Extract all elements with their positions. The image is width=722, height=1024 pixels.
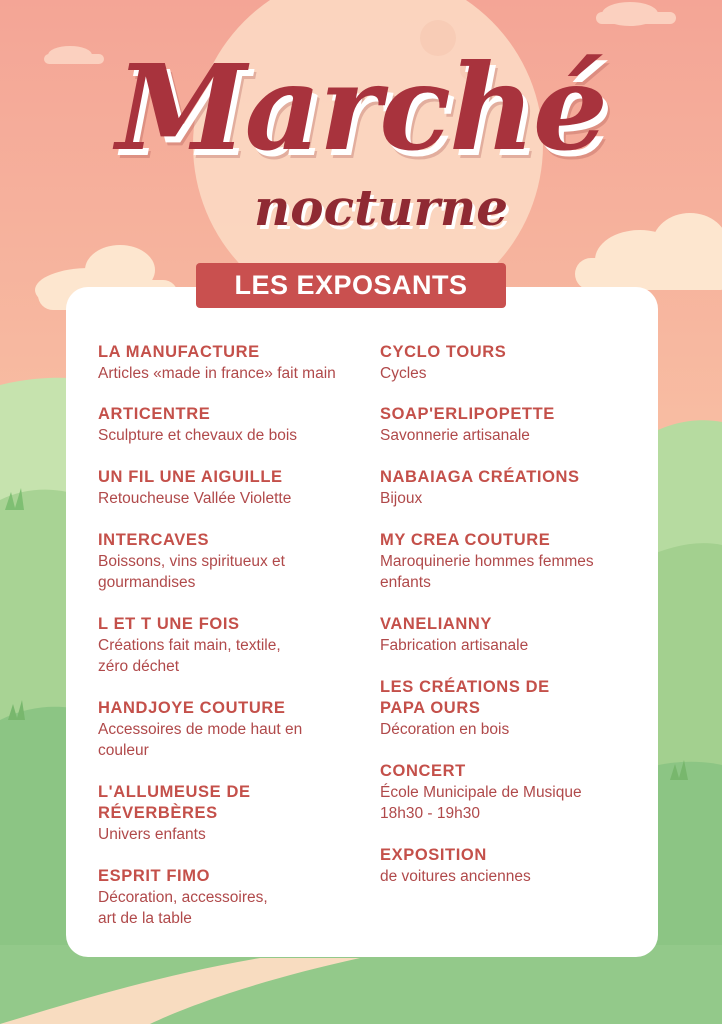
exhibitor-desc: Créations fait main, textile, xyxy=(98,637,281,654)
exhibitor-desc: enfants xyxy=(380,574,431,591)
exhibitor-column-right xyxy=(380,342,660,887)
exhibitor-name: CONCERT xyxy=(380,762,466,780)
exhibitor-desc: zéro déchet xyxy=(98,658,179,675)
page-subtitle: nocturne xyxy=(253,178,509,237)
exhibitor-name: ESPRIT FIMO xyxy=(98,867,211,885)
exhibitor-entry xyxy=(380,404,660,446)
exhibitor-column-left xyxy=(98,342,378,929)
exhibitor-name: LES CRÉATIONS DE PAPA OURS xyxy=(380,678,550,717)
exhibitor-desc: Cycles xyxy=(380,365,427,382)
exhibitor-name: LA MANUFACTURE xyxy=(98,343,260,361)
exhibitor-entry xyxy=(98,404,378,446)
exhibitor-desc: Bijoux xyxy=(380,490,423,507)
exhibitor-entry xyxy=(380,614,660,656)
exhibitor-name: NABAIAGA CRÉATIONS xyxy=(380,468,580,486)
exhibitor-name: INTERCAVES xyxy=(98,531,210,549)
exhibitor-desc: Fabrication artisanale xyxy=(380,637,529,654)
exhibitor-name: UN FIL UNE AIGUILLE xyxy=(98,468,283,486)
exhibitor-name: CYCLO TOURS xyxy=(380,343,507,361)
section-banner: LES EXPOSANTS xyxy=(196,263,506,308)
exhibitor-desc: Articles «made in france» fait main xyxy=(98,365,336,382)
title-block xyxy=(0,0,722,260)
exhibitor-entry xyxy=(380,845,660,887)
exhibitor-entry xyxy=(98,782,378,845)
exhibitor-entry xyxy=(98,342,378,384)
exhibitor-desc: de voitures anciennes xyxy=(380,868,531,885)
exhibitor-desc: couleur xyxy=(98,742,149,759)
exhibitor-name: MY CREA COUTURE xyxy=(380,531,551,549)
exhibitor-entry xyxy=(380,530,660,593)
exhibitor-name: L ET T UNE FOIS xyxy=(98,615,240,633)
exhibitor-entry xyxy=(98,467,378,509)
exhibitor-desc: Décoration en bois xyxy=(380,721,510,738)
exhibitor-desc: gourmandises xyxy=(98,574,196,591)
exhibitor-entry xyxy=(380,467,660,509)
exhibitor-entry xyxy=(98,530,378,593)
exhibitor-desc: Savonnerie artisanale xyxy=(380,427,530,444)
exhibitor-entry xyxy=(98,698,378,761)
exhibitor-desc: Univers enfants xyxy=(98,826,206,843)
exhibitor-entry xyxy=(98,614,378,677)
exhibitor-desc: École Municipale de Musique xyxy=(380,784,582,801)
exhibitor-desc: 18h30 - 19h30 xyxy=(380,805,480,822)
exhibitor-name: VANELIANNY xyxy=(380,615,493,633)
exhibitor-desc: Maroquinerie hommes femmes xyxy=(380,553,594,570)
exhibitor-name: ARTICENTRE xyxy=(98,405,211,423)
exhibitor-entry xyxy=(380,677,660,740)
exhibitor-desc: Retoucheuse Vallée Violette xyxy=(98,490,292,507)
exhibitor-desc: art de la table xyxy=(98,910,192,927)
exhibitor-name: EXPOSITION xyxy=(380,846,487,864)
exhibitor-desc: Accessoires de mode haut en xyxy=(98,721,303,738)
exhibitor-entry xyxy=(380,342,660,384)
exhibitor-name: HANDJOYE COUTURE xyxy=(98,699,286,717)
exhibitor-desc: Décoration, accessoires, xyxy=(98,889,268,906)
exhibitor-desc: Boissons, vins spiritueux et xyxy=(98,553,285,570)
exhibitor-name: SOAP'ERLIPOPETTE xyxy=(380,405,555,423)
exhibitor-name: L'ALLUMEUSE DE RÉVERBÈRES xyxy=(98,783,251,822)
exhibitor-entry xyxy=(98,866,378,929)
exhibitor-entry xyxy=(380,761,660,824)
page-title: Marché xyxy=(116,38,606,177)
exhibitor-desc: Sculpture et chevaux de bois xyxy=(98,427,298,444)
